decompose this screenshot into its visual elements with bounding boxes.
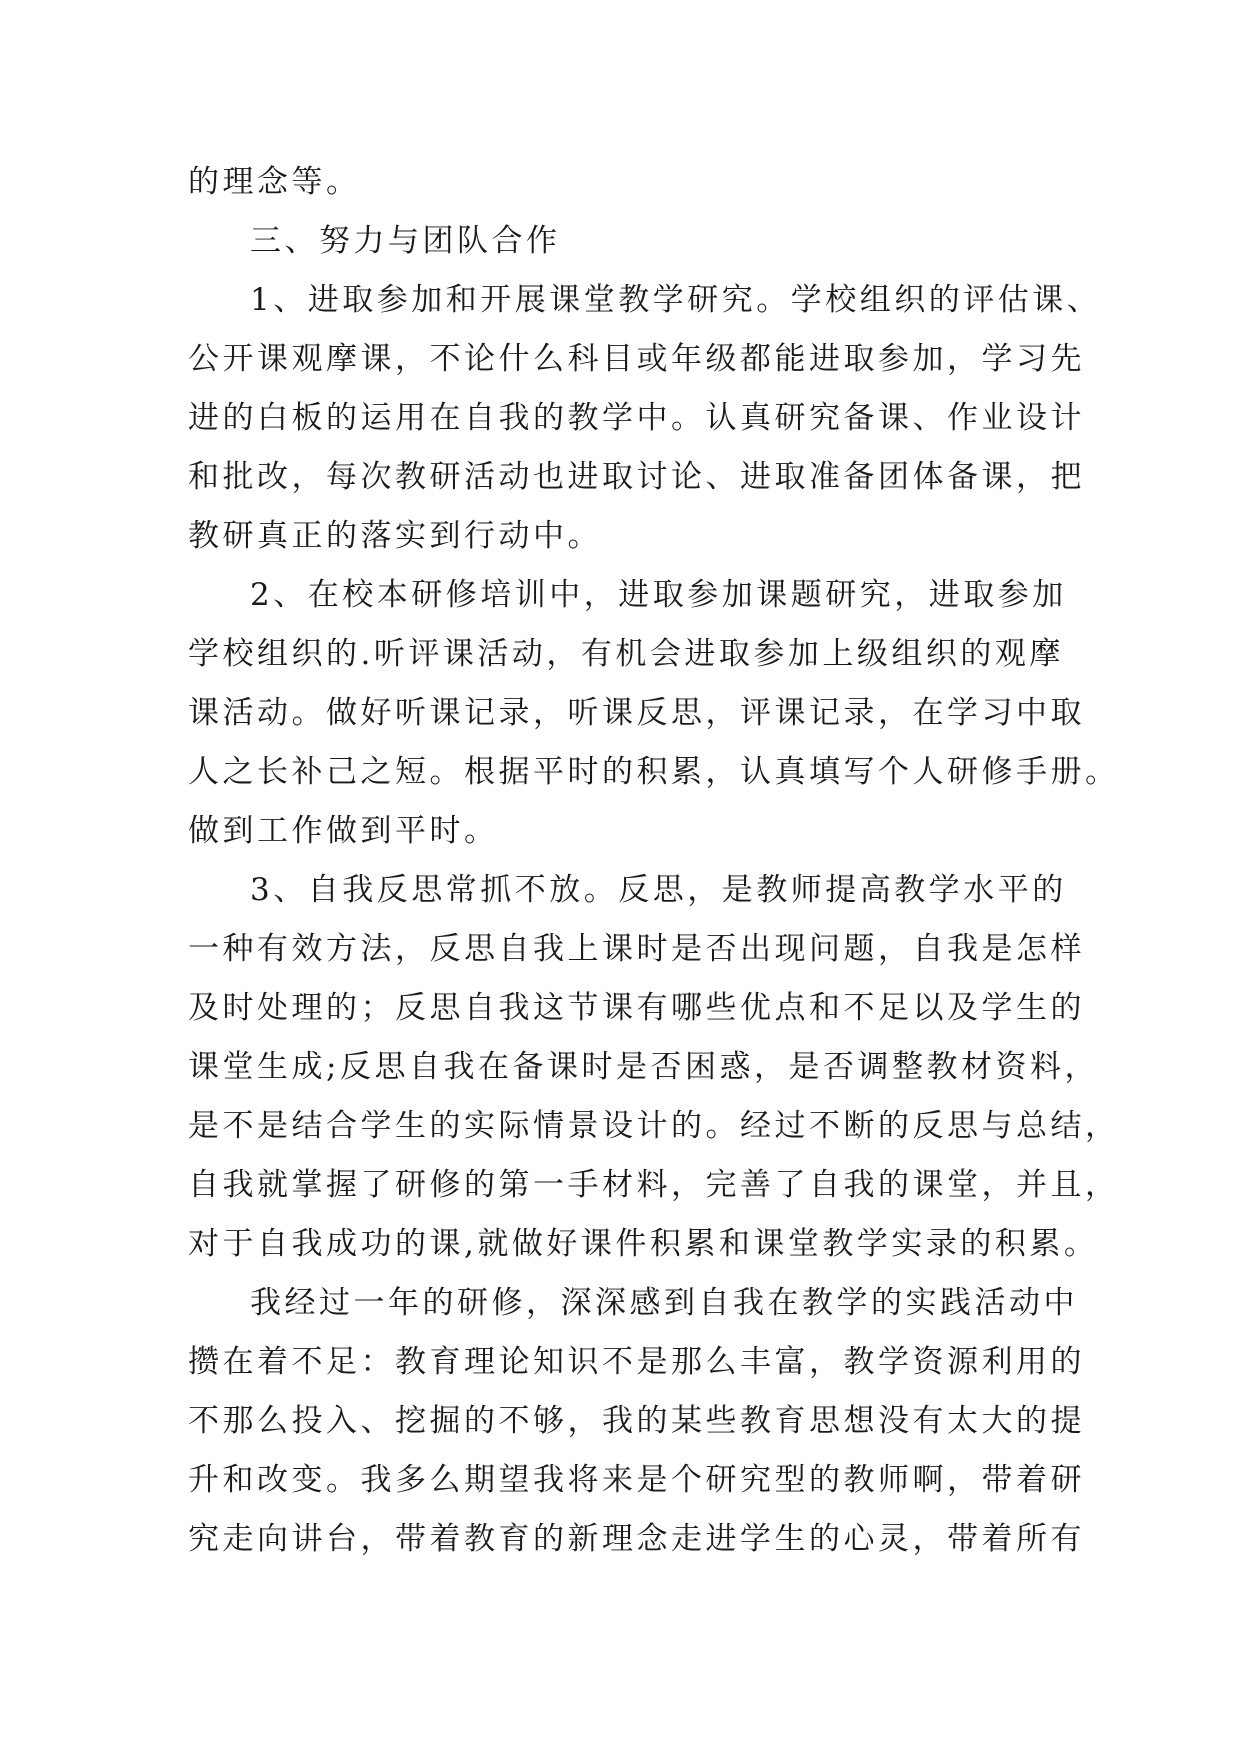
text-line: 教研真正的落实到行动中。 bbox=[188, 518, 602, 554]
section-heading: 三、努力与团队合作 bbox=[250, 223, 561, 259]
text-line: 公开课观摩课，不论什么科目或年级都能进取参加，学习先 bbox=[188, 341, 1085, 377]
text-line: 不那么投入、挖掘的不够，我的某些教育思想没有太大的提 bbox=[188, 1403, 1085, 1439]
text-line: 升和改变。我多么期望我将来是个研究型的教师啊，带着研 bbox=[188, 1462, 1085, 1498]
text-line: 进的白板的运用在自我的教学中。认真研究备课、作业设计 bbox=[188, 400, 1085, 436]
text-line: 学校组织的.听评课活动，有机会进取参加上级组织的观摩 bbox=[188, 636, 1064, 672]
text-line: 攒在着不足：教育理论知识不是那么丰富，教学资源利用的 bbox=[188, 1344, 1085, 1380]
text-line: 课堂生成;反思自我在备课时是否困惑，是否调整教材资料， bbox=[188, 1049, 1099, 1085]
text-line: 2、在校本研修培训中，进取参加课题研究，进取参加 bbox=[250, 577, 1067, 613]
text-line: 人之长补己之短。根据平时的积累，认真填写个人研修手册。 bbox=[188, 754, 1120, 790]
text-line: 做到工作做到平时。 bbox=[188, 813, 499, 849]
text-line: 是不是结合学生的实际情景设计的。经过不断的反思与总结， bbox=[188, 1108, 1120, 1144]
text-line: 我经过一年的研修，深深感到自我在教学的实践活动中 bbox=[250, 1285, 1078, 1321]
text-line: 1、进取参加和开展课堂教学研究。学校组织的评估课、 bbox=[250, 282, 1102, 318]
text-line: 课活动。做好听课记录，听课反思，评课记录，在学习中取 bbox=[188, 695, 1085, 731]
text-line: 对于自我成功的课,就做好课件积累和课堂教学实录的积累。 bbox=[188, 1226, 1099, 1262]
text-line: 和批改，每次教研活动也进取讨论、进取准备团体备课，把 bbox=[188, 459, 1085, 495]
text-line: 一种有效方法，反思自我上课时是否出现问题，自我是怎样 bbox=[188, 931, 1085, 967]
text-line: 自我就掌握了研修的第一手材料，完善了自我的课堂，并且， bbox=[188, 1167, 1120, 1203]
text-line: 及时处理的；反思自我这节课有哪些优点和不足以及学生的 bbox=[188, 990, 1085, 1026]
text-line: 究走向讲台，带着教育的新理念走进学生的心灵，带着所有 bbox=[188, 1521, 1085, 1557]
text-line: 3、自我反思常抓不放。反思，是教师提高教学水平的 bbox=[250, 872, 1067, 908]
document-body bbox=[188, 153, 1120, 1569]
text-line: 的理念等。 bbox=[188, 164, 361, 200]
